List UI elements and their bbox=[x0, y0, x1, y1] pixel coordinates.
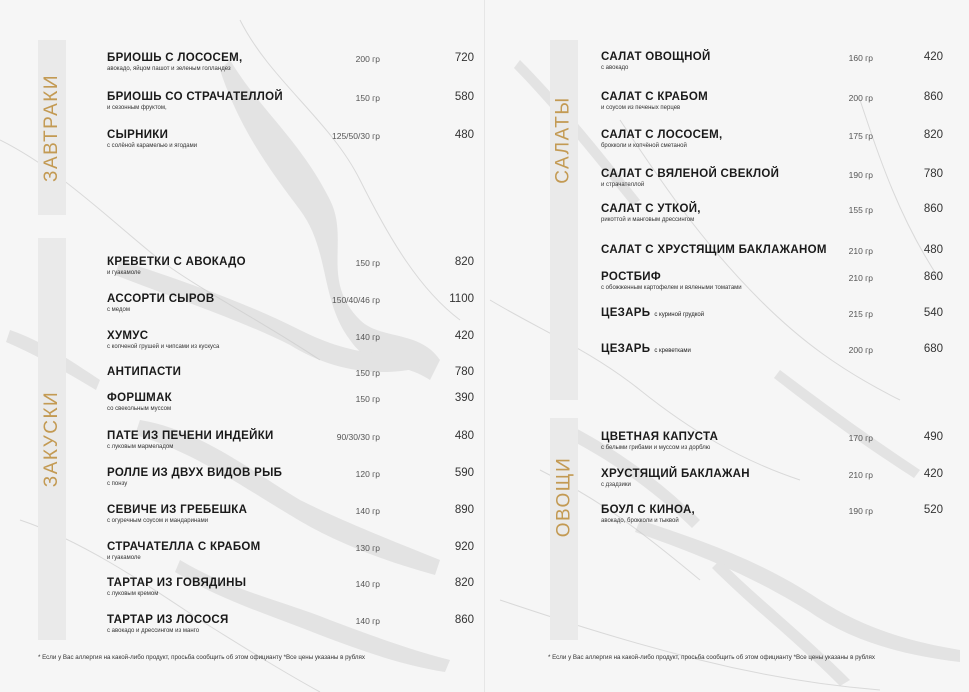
item-weight: 140 гр bbox=[355, 616, 380, 626]
item-weight: 150/40/46 гр bbox=[331, 295, 380, 305]
item-description: с авокадо и дрессингом из манго bbox=[107, 628, 200, 634]
item-price: 860 bbox=[923, 271, 943, 283]
item-weight: 140 гр bbox=[355, 332, 380, 342]
item-weight: 190 гр bbox=[848, 170, 873, 180]
item-name: СТРАЧАТЕЛЛА С КРАБОМ bbox=[107, 541, 261, 553]
item-price: 1100 bbox=[449, 293, 474, 305]
item-weight: 160 гр bbox=[848, 53, 873, 63]
item-description: авокадо, яйцом пашот и зеленым голландез bbox=[107, 66, 231, 72]
item-weight: 125/50/30 гр bbox=[331, 131, 380, 141]
item-description: рикоттой и манговым дрессингом bbox=[601, 217, 695, 223]
page-divider bbox=[484, 0, 485, 692]
item-name: ПАТЕ ИЗ ПЕЧЕНИ ИНДЕЙКИ bbox=[107, 430, 274, 442]
item-name: БРИОШЬ С ЛОСОСЕМ, bbox=[107, 52, 243, 64]
item-weight: 140 гр bbox=[355, 506, 380, 516]
item-weight: 200 гр bbox=[848, 93, 873, 103]
item-description: с понзу bbox=[107, 481, 128, 487]
item-price: 420 bbox=[923, 51, 943, 63]
allergy-footnote: * Если у Вас аллергия на какой-либо продукт, просьба сообщить об этом официанту *Все цены указаны в рублях bbox=[38, 654, 365, 661]
section-tab-vegetables bbox=[550, 418, 578, 640]
item-name: СЕВИЧЕ ИЗ ГРЕБЕШКА bbox=[107, 504, 248, 516]
section-tab-breakfast bbox=[38, 40, 66, 215]
section-title: ОВОЩИ bbox=[553, 456, 575, 538]
item-weight: 150 гр bbox=[355, 394, 380, 404]
item-description: и гуакамоле bbox=[107, 270, 141, 276]
item-price: 820 bbox=[454, 256, 474, 268]
item-name: САЛАТ С ВЯЛЕНОЙ СВЕКЛОЙ bbox=[601, 168, 780, 180]
item-description: с дзадзики bbox=[601, 482, 631, 488]
item-name: ФОРШМАК bbox=[107, 392, 172, 404]
item-description: и соусом из печеных перцев bbox=[601, 105, 681, 111]
item-description: со свекольным муссом bbox=[107, 406, 172, 412]
item-weight: 155 гр bbox=[848, 205, 873, 215]
item-price: 420 bbox=[923, 468, 943, 480]
section-tab-appetizers bbox=[38, 238, 66, 640]
item-description: с медом bbox=[107, 307, 130, 313]
item-name: ТАРТАР ИЗ ГОВЯДИНЫ bbox=[107, 577, 247, 589]
item-weight: 200 гр bbox=[355, 54, 380, 64]
item-weight: 200 гр bbox=[848, 345, 873, 355]
item-description: авокадо, брокколи и тыквой bbox=[601, 518, 679, 524]
item-description: и сезонным фруктом, bbox=[107, 105, 167, 111]
item-weight: 150 гр bbox=[355, 368, 380, 378]
item-price: 590 bbox=[454, 467, 474, 479]
item-weight: 210 гр bbox=[848, 273, 873, 283]
item-price: 860 bbox=[923, 203, 943, 215]
item-price: 890 bbox=[454, 504, 474, 516]
item-price: 480 bbox=[454, 430, 474, 442]
item-name: САЛАТ С ХРУСТЯЩИМ БАКЛАЖАНОМ bbox=[601, 244, 827, 256]
item-price: 480 bbox=[923, 244, 943, 256]
item-description: с копченой грушей и чипсами из кускуса bbox=[107, 344, 220, 350]
item-price: 720 bbox=[454, 52, 474, 64]
item-name: АНТИПАСТИ bbox=[107, 366, 182, 378]
item-name: БОУЛ С КИНОА, bbox=[601, 504, 696, 516]
item-weight: 150 гр bbox=[355, 93, 380, 103]
item-name: ХРУСТЯЩИЙ БАКЛАЖАН bbox=[601, 468, 750, 480]
item-weight: 120 гр bbox=[355, 469, 380, 479]
item-price: 920 bbox=[454, 541, 474, 553]
item-name: АССОРТИ СЫРОВ bbox=[107, 293, 215, 305]
section-title: ЗАВТРАКИ bbox=[41, 73, 62, 182]
item-price: 860 bbox=[454, 614, 474, 626]
item-price: 420 bbox=[454, 330, 474, 342]
item-name: САЛАТ С КРАБОМ bbox=[601, 91, 708, 103]
item-weight: 140 гр bbox=[355, 579, 380, 589]
item-name: САЛАТ С ЛОСОСЕМ, bbox=[601, 129, 723, 141]
item-name: САЛАТ ОВОЩНОЙ bbox=[601, 51, 711, 63]
item-price: 820 bbox=[923, 129, 943, 141]
item-weight: 175 гр bbox=[848, 131, 873, 141]
item-weight: 190 гр bbox=[848, 506, 873, 516]
item-name: КРЕВЕТКИ С АВОКАДО bbox=[107, 256, 246, 268]
item-name: СЫРНИКИ bbox=[107, 129, 169, 141]
item-weight: 150 гр bbox=[355, 258, 380, 268]
item-price: 540 bbox=[923, 307, 943, 319]
item-price: 580 bbox=[454, 91, 474, 103]
allergy-footnote: * Если у Вас аллергия на какой-либо продукт, просьба сообщить об этом официанту *Все цены указаны в рублях bbox=[548, 654, 875, 661]
item-name: ЦЕЗАРЬ с креветками bbox=[601, 343, 691, 355]
item-weight: 130 гр bbox=[355, 543, 380, 553]
section-title: ЗАКУСКИ bbox=[41, 390, 63, 488]
item-price: 390 bbox=[454, 392, 474, 404]
item-description: брокколи и копчёной сметаной bbox=[601, 143, 687, 149]
item-description: с луковым мармеладом bbox=[107, 444, 174, 450]
section-title: САЛАТЫ bbox=[553, 96, 575, 184]
item-name: ТАРТАР ИЗ ЛОСОСЯ bbox=[107, 614, 229, 626]
item-weight: 170 гр bbox=[848, 433, 873, 443]
item-weight: 215 гр bbox=[848, 309, 873, 319]
item-name: ХУМУС bbox=[107, 330, 149, 342]
item-weight: 90/30/30 гр bbox=[336, 432, 380, 442]
section-tab-salads bbox=[550, 40, 578, 400]
item-description: с белыми грибами и муссом из дорблю bbox=[601, 445, 711, 451]
item-description: с авокадо bbox=[601, 65, 629, 71]
item-name: ЦЕЗАРЬ с куриной грудкой bbox=[601, 307, 705, 319]
item-weight: 210 гр bbox=[848, 246, 873, 256]
item-price: 520 bbox=[923, 504, 943, 516]
item-name: БРИОШЬ СО СТРАЧАТЕЛЛОЙ bbox=[107, 91, 283, 103]
item-name: РОСТБИФ bbox=[601, 271, 661, 283]
item-price: 490 bbox=[923, 431, 943, 443]
item-weight: 210 гр bbox=[848, 470, 873, 480]
item-description: с луковым кремом bbox=[107, 591, 159, 597]
item-name: ЦВЕТНАЯ КАПУСТА bbox=[601, 431, 719, 443]
item-price: 780 bbox=[454, 366, 474, 378]
item-description: с солёной карамелью и ягодами bbox=[107, 143, 198, 149]
item-name: САЛАТ С УТКОЙ, bbox=[601, 203, 701, 215]
item-price: 860 bbox=[923, 91, 943, 103]
item-description: с обожженным картофелем и вялеными томатами bbox=[601, 285, 742, 291]
item-description: и гуакамоле bbox=[107, 555, 141, 561]
item-description: и страчателлой bbox=[601, 182, 645, 188]
item-description: с огуречным соусом и мандаринами bbox=[107, 518, 209, 524]
item-price: 820 bbox=[454, 577, 474, 589]
item-name: РОЛЛЕ ИЗ ДВУХ ВИДОВ РЫБ bbox=[107, 467, 283, 479]
item-price: 780 bbox=[923, 168, 943, 180]
item-price: 680 bbox=[923, 343, 943, 355]
item-price: 480 bbox=[454, 129, 474, 141]
